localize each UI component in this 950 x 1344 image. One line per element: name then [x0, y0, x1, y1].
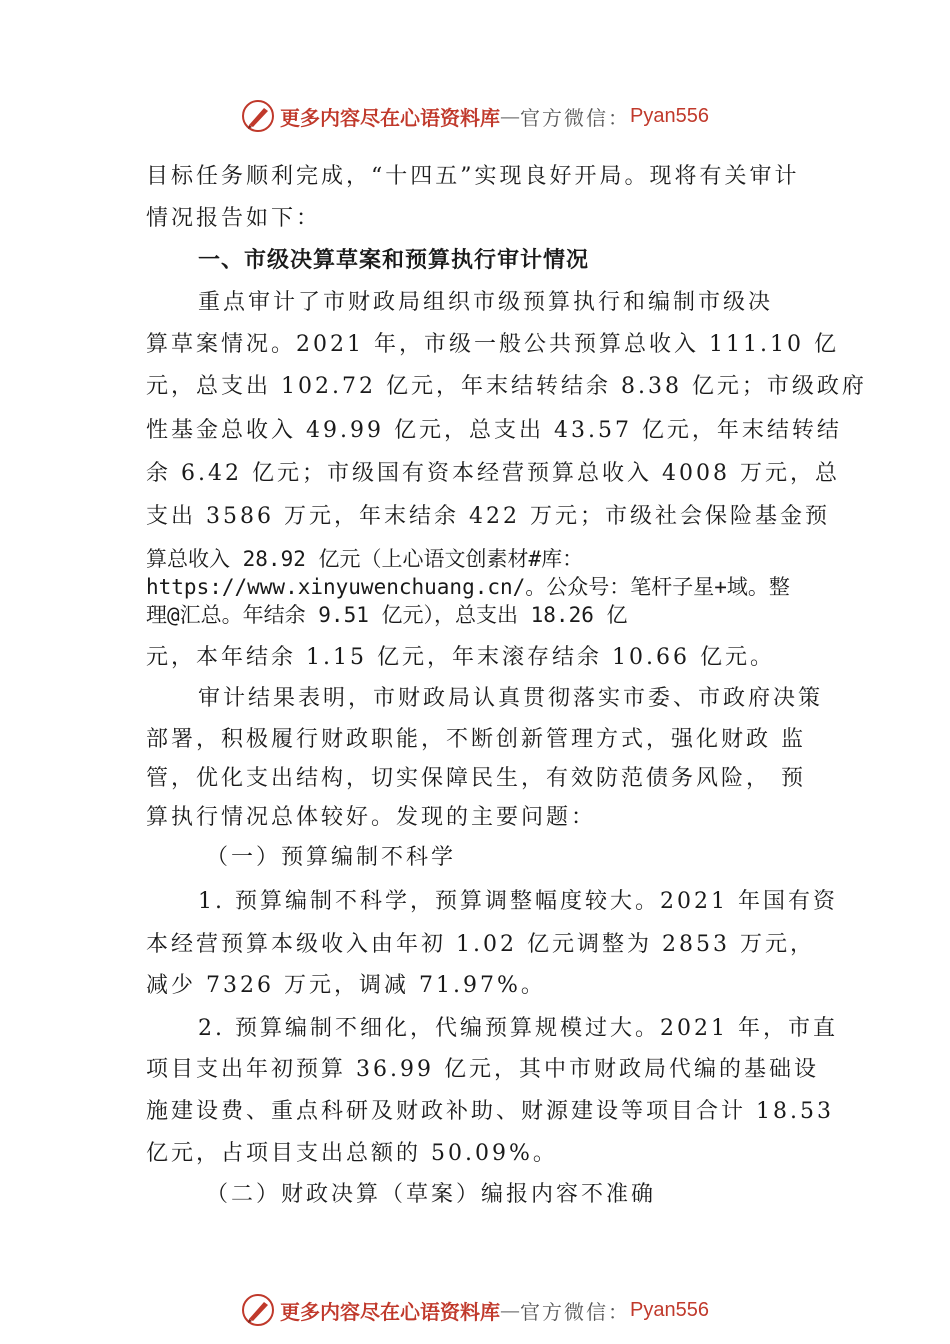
- banner-official-label: 官方微信：: [520, 105, 630, 130]
- paragraph-line: 本经营预算本级收入由年初 1.02 亿元调整为 2853 万元，: [146, 932, 815, 957]
- section-heading: 一、市级决算草案和预算执行审计情况: [198, 248, 590, 273]
- paragraph-line: 算执行情况总体较好。发现的主要问题：: [146, 805, 597, 830]
- paragraph-line: 2. 预算编制不细化，代编预算规模过大。2021 年，市直: [198, 1016, 838, 1041]
- banner-official-label: 官方微信：: [520, 1299, 630, 1324]
- pen-logo-icon: [240, 1292, 276, 1328]
- banner-wechat-id: Pyan556: [630, 104, 709, 127]
- paragraph-line: 性基金总收入 49.99 亿元，总支出 43.57 亿元，年末结转结: [146, 418, 842, 443]
- paragraph-line: 元，本年结余 1.15 亿元，年末滚存结余 10.66 亿元。: [146, 645, 775, 670]
- paragraph-line: 元，总支出 102.72 亿元，年末结转结余 8.38 亿元；市级政府: [146, 374, 867, 399]
- paragraph-line: 施建设费、重点科研及财政补助、财源建设等项目合计 18.53: [146, 1099, 834, 1124]
- paragraph-line: 情况报告如下：: [146, 206, 322, 231]
- subsection-heading: （一）预算编制不科学: [206, 845, 457, 870]
- paragraph-line: 1. 预算编制不科学，预算调整幅度较大。2021 年国有资: [198, 889, 838, 914]
- paragraph-line: 减少 7326 万元，调减 71.97%。: [146, 973, 546, 998]
- paragraph-line: 理@汇总。年结余 9.51 亿元），总支出 18.26 亿: [146, 603, 628, 627]
- paragraph-line: 算草案情况。2021 年，市级一般公共预算总收入 111.10 亿: [146, 332, 839, 357]
- banner-separator: —: [500, 104, 520, 128]
- paragraph-line: 项目支出年初预算 36.99 亿元，其中市财政局代编的基础设: [146, 1057, 819, 1082]
- paragraph-line: 支出 3586 万元，年末结余 422 万元；市级社会保险基金预: [146, 504, 830, 529]
- paragraph-line: 亿元，占项目支出总额的 50.09%。: [146, 1141, 558, 1166]
- banner-brand: 更多内容尽在心语资料库: [280, 105, 500, 130]
- paragraph-line: 重点审计了市财政局组织市级预算执行和编制市级决: [198, 290, 774, 315]
- banner-separator: —: [500, 1298, 520, 1322]
- pen-logo-icon: [240, 98, 276, 134]
- paragraph-line: 审计结果表明，市财政局认真贯彻落实市委、市政府决策: [198, 686, 824, 711]
- paragraph-line: 管，优化支出结构，切实保障民生，有效防范债务风险， 预: [146, 766, 806, 791]
- banner-brand: 更多内容尽在心语资料库: [280, 1299, 500, 1324]
- paragraph-line: 目标任务顺利完成，“十四五”实现良好开局。现将有关审计: [146, 164, 800, 189]
- paragraph-line: 余 6.42 亿元；市级国有资本经营预算总收入 4008 万元，总: [146, 461, 840, 486]
- paragraph-line: https://www.xinyuwenchuang.cn/。公众号：笔杆子星+域。整: [146, 575, 790, 599]
- footer-banner: [240, 1290, 840, 1330]
- paragraph-line: 部署，积极履行财政职能，不断创新管理方式，强化财政 监: [146, 727, 806, 752]
- subsection-heading: （二）财政决算（草案）编报内容不准确: [206, 1182, 657, 1207]
- header-banner: [240, 96, 840, 136]
- paragraph-line: 算总收入 28.92 亿元（上心语文创素材#库：: [146, 547, 584, 571]
- banner-wechat-id: Pyan556: [630, 1298, 709, 1321]
